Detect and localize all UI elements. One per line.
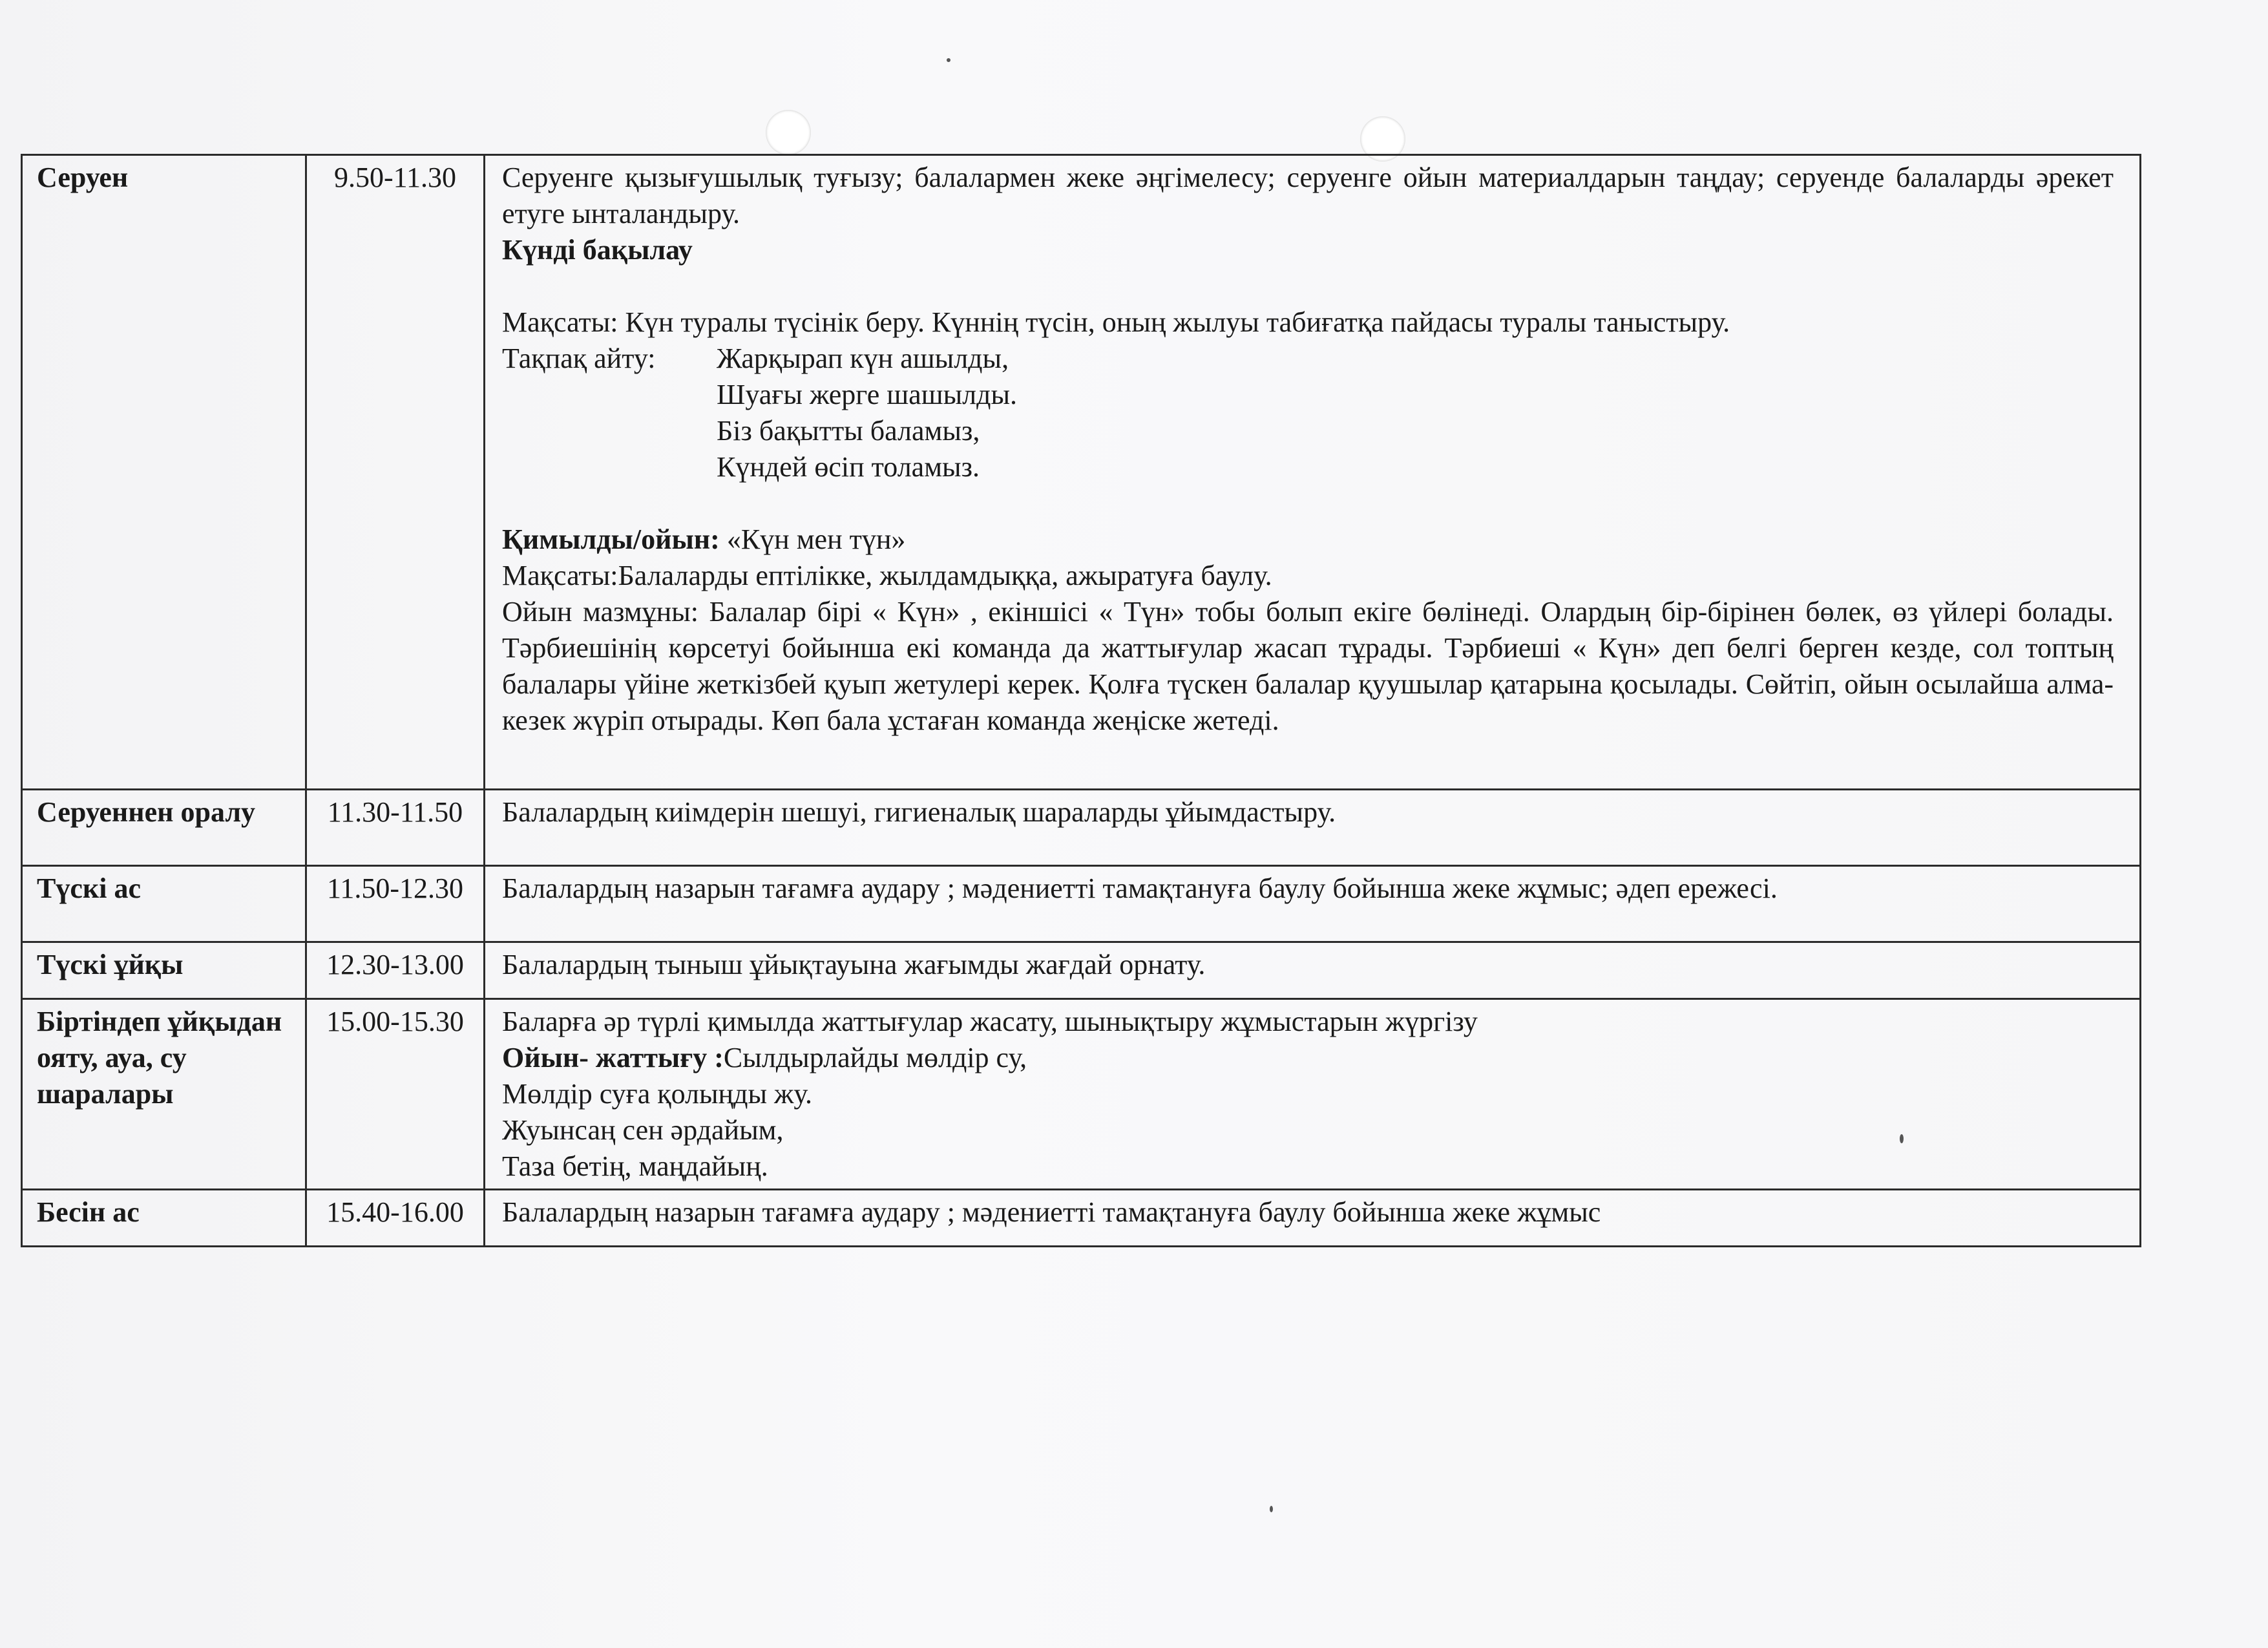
activity-time: 11.50-12.30	[306, 866, 485, 942]
scan-speck	[947, 58, 950, 62]
poem-line: Күндей өсіп толамыз.	[717, 451, 980, 483]
table-row	[22, 866, 2141, 942]
exercise-intro: Баларға әр түрлі қимылда жаттығулар жасату, шынықтыру жұмыстарын жүргізу	[502, 1006, 1478, 1037]
activity-time: 9.50-11.30	[306, 155, 485, 790]
activity-description: Балалардың назарын тағамға аудару ; мәдениетті тамақтануға баулу бойынша жеке жұмыс; әдеп ережесі.	[485, 866, 2141, 942]
scan-speck	[1270, 1506, 1273, 1512]
activity-description	[485, 999, 2141, 1190]
activity-name: Түскі ас	[22, 866, 306, 942]
game-title: «Күн мен түн»	[719, 523, 906, 555]
poem-line: Жарқырап күн ашылды,	[717, 343, 1009, 374]
poem-line: Біз бақытты баламыз,	[717, 415, 980, 447]
poem-line: Жуынсаң сен әрдайым,	[502, 1114, 784, 1146]
game-label: Қимылды/ойын:	[502, 523, 720, 555]
activity-time: 15.00-15.30	[306, 999, 485, 1190]
game-content: Ойын мазмұны: Балалар бірі « Күн» , екіншісі « Түн» тобы болып екіге бөлінеді. Олардың бір-бірінен бөлек, өз үйлері болады. Тәрбиешінің көрсетуі бойынша екі команда да жаттығулар жасап тұрады. Тәрбиеші « Күн» деп белгі берген кезде, сол топтың балалары үйіне жеткізбей қуып жетулері керек. Қолға түскен балалар қуушылар қатарына қосылады. Сөйтіп, ойын осылайша алма-кезек жүріп отырады. Көп бала ұстаған команда жеңіске жетеді.	[502, 596, 2114, 736]
poem-label: Тақпақ айту:	[502, 343, 656, 374]
activity-time: 12.30-13.00	[306, 942, 485, 999]
activity-time: 15.40-16.00	[306, 1190, 485, 1247]
game-goal: Мақсаты:Балаларды ептілікке, жылдамдыққа, ажыратуға баулу.	[502, 560, 1272, 591]
poem-line: Шуағы жерге шашылды.	[717, 379, 1018, 410]
game-heading	[502, 522, 2114, 558]
daily-schedule-table	[21, 154, 2141, 1247]
activity-description: Балалардың тыныш ұйықтауына жағымды жағдай орнату.	[485, 942, 2141, 999]
activity-name: Түскі ұйқы	[22, 942, 306, 999]
table-row	[22, 155, 2141, 790]
activity-name: Серуен	[22, 155, 306, 790]
activity-description: Балалардың киімдерін шешуі, гигиеналық шараларды ұйымдастыру.	[485, 790, 2141, 866]
poem-line: Таза бетің, маңдайың.	[502, 1150, 768, 1182]
activity-description	[485, 155, 2141, 790]
observation-goal: Мақсаты: Күн туралы түсінік беру. Күннің түсін, оның жылуы табиғатқа пайдасы туралы таныстыру.	[502, 306, 1730, 338]
walk-intro: Серуенге қызығушылық туғызу; балалармен жеке әңгімелесу; серуенге ойын материалдарын таңдау; серуенде балаларды әрекет етуге ынталандыру.	[502, 162, 2114, 229]
table-row	[22, 790, 2141, 866]
poem-line: Сылдырлайды мөлдір су,	[723, 1042, 1027, 1073]
poem-line: Мөлдір суға қолыңды жу.	[502, 1078, 813, 1110]
table-row	[22, 1190, 2141, 1247]
exercise-label: Ойын- жаттығу :	[502, 1042, 724, 1073]
activity-name: Біртіндеп ұйқыдан ояту, ауа, су шаралары	[22, 999, 306, 1190]
activity-name: Бесін ас	[22, 1190, 306, 1247]
table-row	[22, 942, 2141, 999]
activity-time: 11.30-11.50	[306, 790, 485, 866]
activity-name: Серуеннен оралу	[22, 790, 306, 866]
exercise-poem-first	[502, 1040, 2114, 1076]
punch-hole-left	[766, 110, 811, 155]
poem-block	[502, 341, 2114, 485]
activity-description: Балалардың назарын тағамға аудару ; мәдениетті тамақтануға баулу бойынша жеке жұмыс	[485, 1190, 2141, 1247]
table-row	[22, 999, 2141, 1190]
observation-title: Күнді бақылау	[502, 234, 693, 266]
